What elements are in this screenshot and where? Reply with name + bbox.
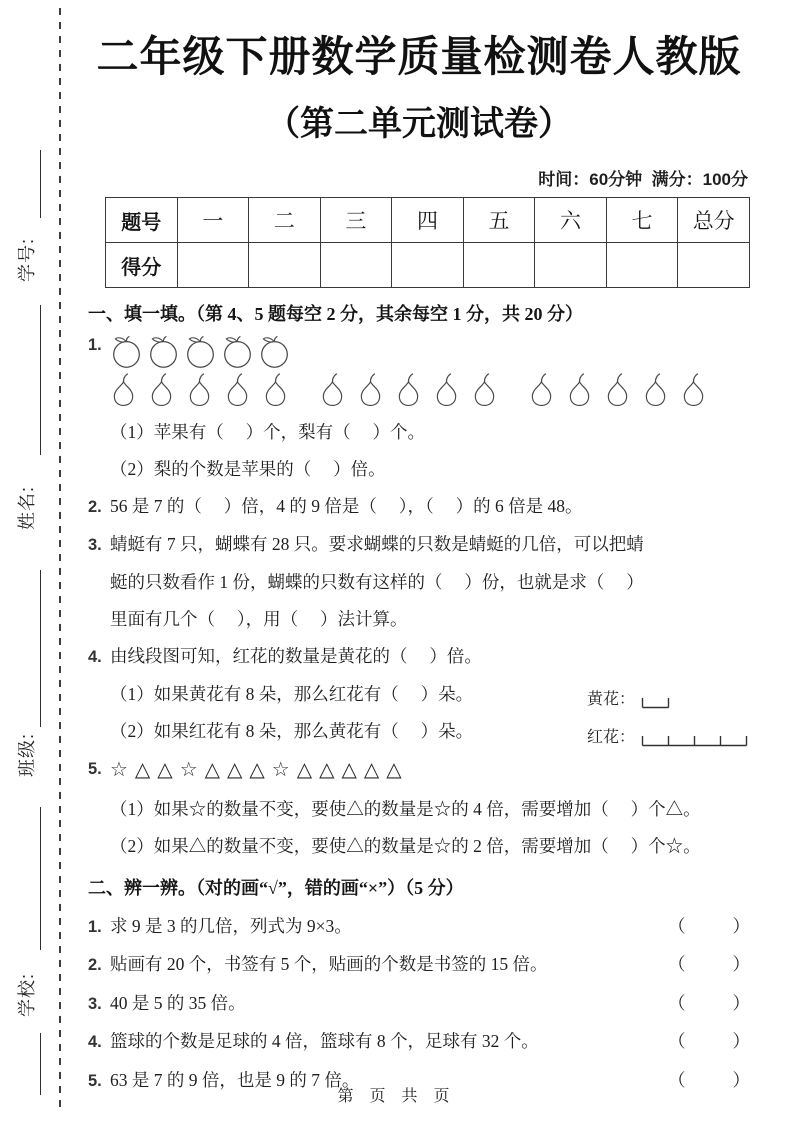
pear-icon [186,372,213,407]
tf-item-text: 40 是 5 的 35 倍。 [110,992,246,1013]
score-table-header-row [106,198,750,243]
q4-number: 4. [88,648,102,666]
score-blank-cell [249,243,321,288]
score-table [105,197,750,288]
yellow-flower-segline [641,694,670,710]
answer-paren-close: ） [732,915,750,936]
paper-content [88,24,750,1093]
q3-line3 [88,607,750,631]
question-number-cell: 二 [249,198,321,243]
tf-answer-blank [668,952,750,977]
q1-sub1 [88,420,750,444]
q2-line [88,494,750,519]
apple-icon [258,335,291,369]
answer-paren-open: （ [668,954,686,974]
score-blank-cell [320,243,392,288]
pear-icon [680,372,707,407]
tf-item-text: 篮球的个数是足球的 4 倍，篮球有 8 个，足球有 32 个。 [110,1031,539,1051]
question-number-cell: 总分 [678,198,750,243]
q1-apple-line [88,335,750,369]
q2-text: 56 是 7 的（ ）倍，4 的 9 倍是（ ），（ ）的 6 倍是 48。 [110,496,583,516]
student-id-write-line [40,150,41,218]
pear-icon [224,372,251,407]
section1-heading: 一、填一填。（第 4、5 题每空 2 分，其余每空 1 分，共 20 分） [88,304,583,324]
pear-icon [319,372,346,407]
tf-item-number: 3. [88,994,102,1013]
q5-number: 5. [88,760,102,778]
pear-icon [566,372,593,407]
q4-sub2-text: （2）如果红花有 8 朵，那么黄花有（ ）朵。 [110,721,474,741]
tf-item-text: 贴画有 20 个，书签有 5 个，贴画的个数是书签的 15 倍。 [110,954,548,974]
answer-paren-open: （ [668,915,686,936]
answer-paren-close: ） [732,992,750,1013]
time-and-score-info: 时间：60分钟 满分：100分 [538,170,748,189]
tf-answer-blank [668,1029,750,1054]
q5-sub2 [88,834,750,858]
q3-line1 [88,532,750,557]
true-false-item [88,1029,750,1054]
paper-title: 二年级下册数学质量检测卷人教版 [96,33,742,80]
answer-paren-close: ） [732,1031,750,1051]
pear-icon [262,372,289,407]
q5-sub2-text: （2）如果△的数量不变，要使△的数量是☆的 2 倍，需要增加（ ）个☆。 [110,836,701,856]
pear-icon [471,372,498,407]
q1-number: 1. [88,336,102,354]
q3-line2 [88,570,750,594]
tf-list [88,914,750,1093]
q2-number: 2. [88,498,102,516]
tf-item-text: 63 是 7 的 9 倍，也是 9 的 7 倍。 [110,1069,360,1090]
question-number-cell: 六 [535,198,607,243]
red-flower-segline [641,732,748,748]
answer-paren-open: （ [668,992,686,1013]
score-row-label-cell: 得分 [106,243,178,288]
score-blank-cell [535,243,607,288]
apple-row [110,335,291,369]
score-blank-cell [463,243,535,288]
true-false-item [88,991,750,1016]
apple-icon [184,335,217,369]
apple-icon [221,335,254,369]
score-table-score-row [106,243,750,288]
red-flower-label: 红花： [586,729,635,746]
q3-text-line3: 里面有几个（ ），用（ ）法计算。 [110,609,408,629]
q1-sub2 [88,457,750,481]
score-blank-cell [392,243,464,288]
pear-icon [148,372,175,407]
question-number-cell: 七 [606,198,678,243]
yellow-flower-row [587,688,748,710]
class-label: 班级: [17,733,37,778]
pear-icon [357,372,384,407]
flower-segment-diagram [587,688,748,764]
tf-item-number: 4. [88,1033,102,1051]
q5-sub1-text: （1）如果☆的数量不变，要使△的数量是☆的 4 倍，需要增加（ ）个△。 [110,799,701,819]
q3-number: 3. [88,536,102,554]
pear-group [319,372,498,407]
paper-subtitle: （第二单元测试卷） [266,105,572,143]
score-blank-cell [678,243,750,288]
apple-icon [147,335,180,369]
pear-icon [528,372,555,407]
answer-paren-open: （ [668,1031,686,1051]
apple-icon [110,335,143,369]
true-false-item [88,914,750,939]
score-blank-cell [606,243,678,288]
pear-group [528,372,707,407]
q1-sub1-text: （1）苹果有（ ）个，梨有（ ）个。 [110,422,425,442]
school-write-line [40,807,41,950]
tf-item-text: 求 9 是 3 的几倍，列式为 9×3。 [110,915,352,936]
name-label: 姓名: [17,486,37,531]
answer-paren-close: ） [732,954,750,974]
tf-answer-blank [668,991,750,1016]
name-write-line [40,305,41,455]
q4-block [88,644,750,746]
q4-line [88,644,750,669]
true-false-item [88,952,750,977]
q1-sub2-text: （2）梨的个数是苹果的（ ）倍。 [110,459,386,479]
student-id-label: 学号: [17,238,37,283]
pear-icon [642,372,669,407]
question-number-cell: 五 [463,198,535,243]
tf-answer-blank [668,914,750,939]
question-number-cell: 一 [177,198,249,243]
q4-sub1-text: （1）如果黄花有 8 朵，那么红花有（ ）朵。 [110,684,474,704]
score-table-corner-cell: 题号 [106,198,178,243]
page-footer: 第 页 共 页 [337,1088,456,1105]
score-blank-cell [177,243,249,288]
pear-icon [433,372,460,407]
q3-text-line1: 蜻蜓有 7 只，蝴蝶有 28 只。要求蝴蝶的只数是蜻蜓的几倍，可以把蜻 [110,534,644,554]
q3-text-line2: 蜓的只数看作 1 份，蝴蝶的只数有这样的（ ）份，也就是求（ ） [110,572,644,592]
answer-paren-open: （ [668,1069,686,1090]
q5-sub1 [88,797,750,821]
q4-text: 由线段图可知，红花的数量是黄花的（ ）倍。 [110,646,482,666]
tf-item-number: 1. [88,917,102,936]
tf-item-number: 2. [88,956,102,974]
yellow-flower-label: 黄花： [586,691,635,708]
class-write-line [40,570,41,727]
question-number-cell: 三 [320,198,392,243]
question-number-cell: 四 [392,198,464,243]
tf-item-number: 5. [88,1071,102,1090]
pear-icon [110,372,137,407]
star-triangle-sequence: ☆△△☆△△△☆△△△△△ [110,759,409,781]
pear-row [88,372,750,407]
school-label: 学校: [17,973,37,1018]
pear-group [110,372,289,407]
pear-icon [395,372,422,407]
section2-heading: 二、辨一辨。（对的画“√”，错的画“×”）（5 分） [88,878,464,898]
fold-dashed-line [59,8,61,1108]
red-flower-row [587,726,748,748]
pear-icon [604,372,631,407]
answer-paren-close: ） [732,1069,750,1090]
